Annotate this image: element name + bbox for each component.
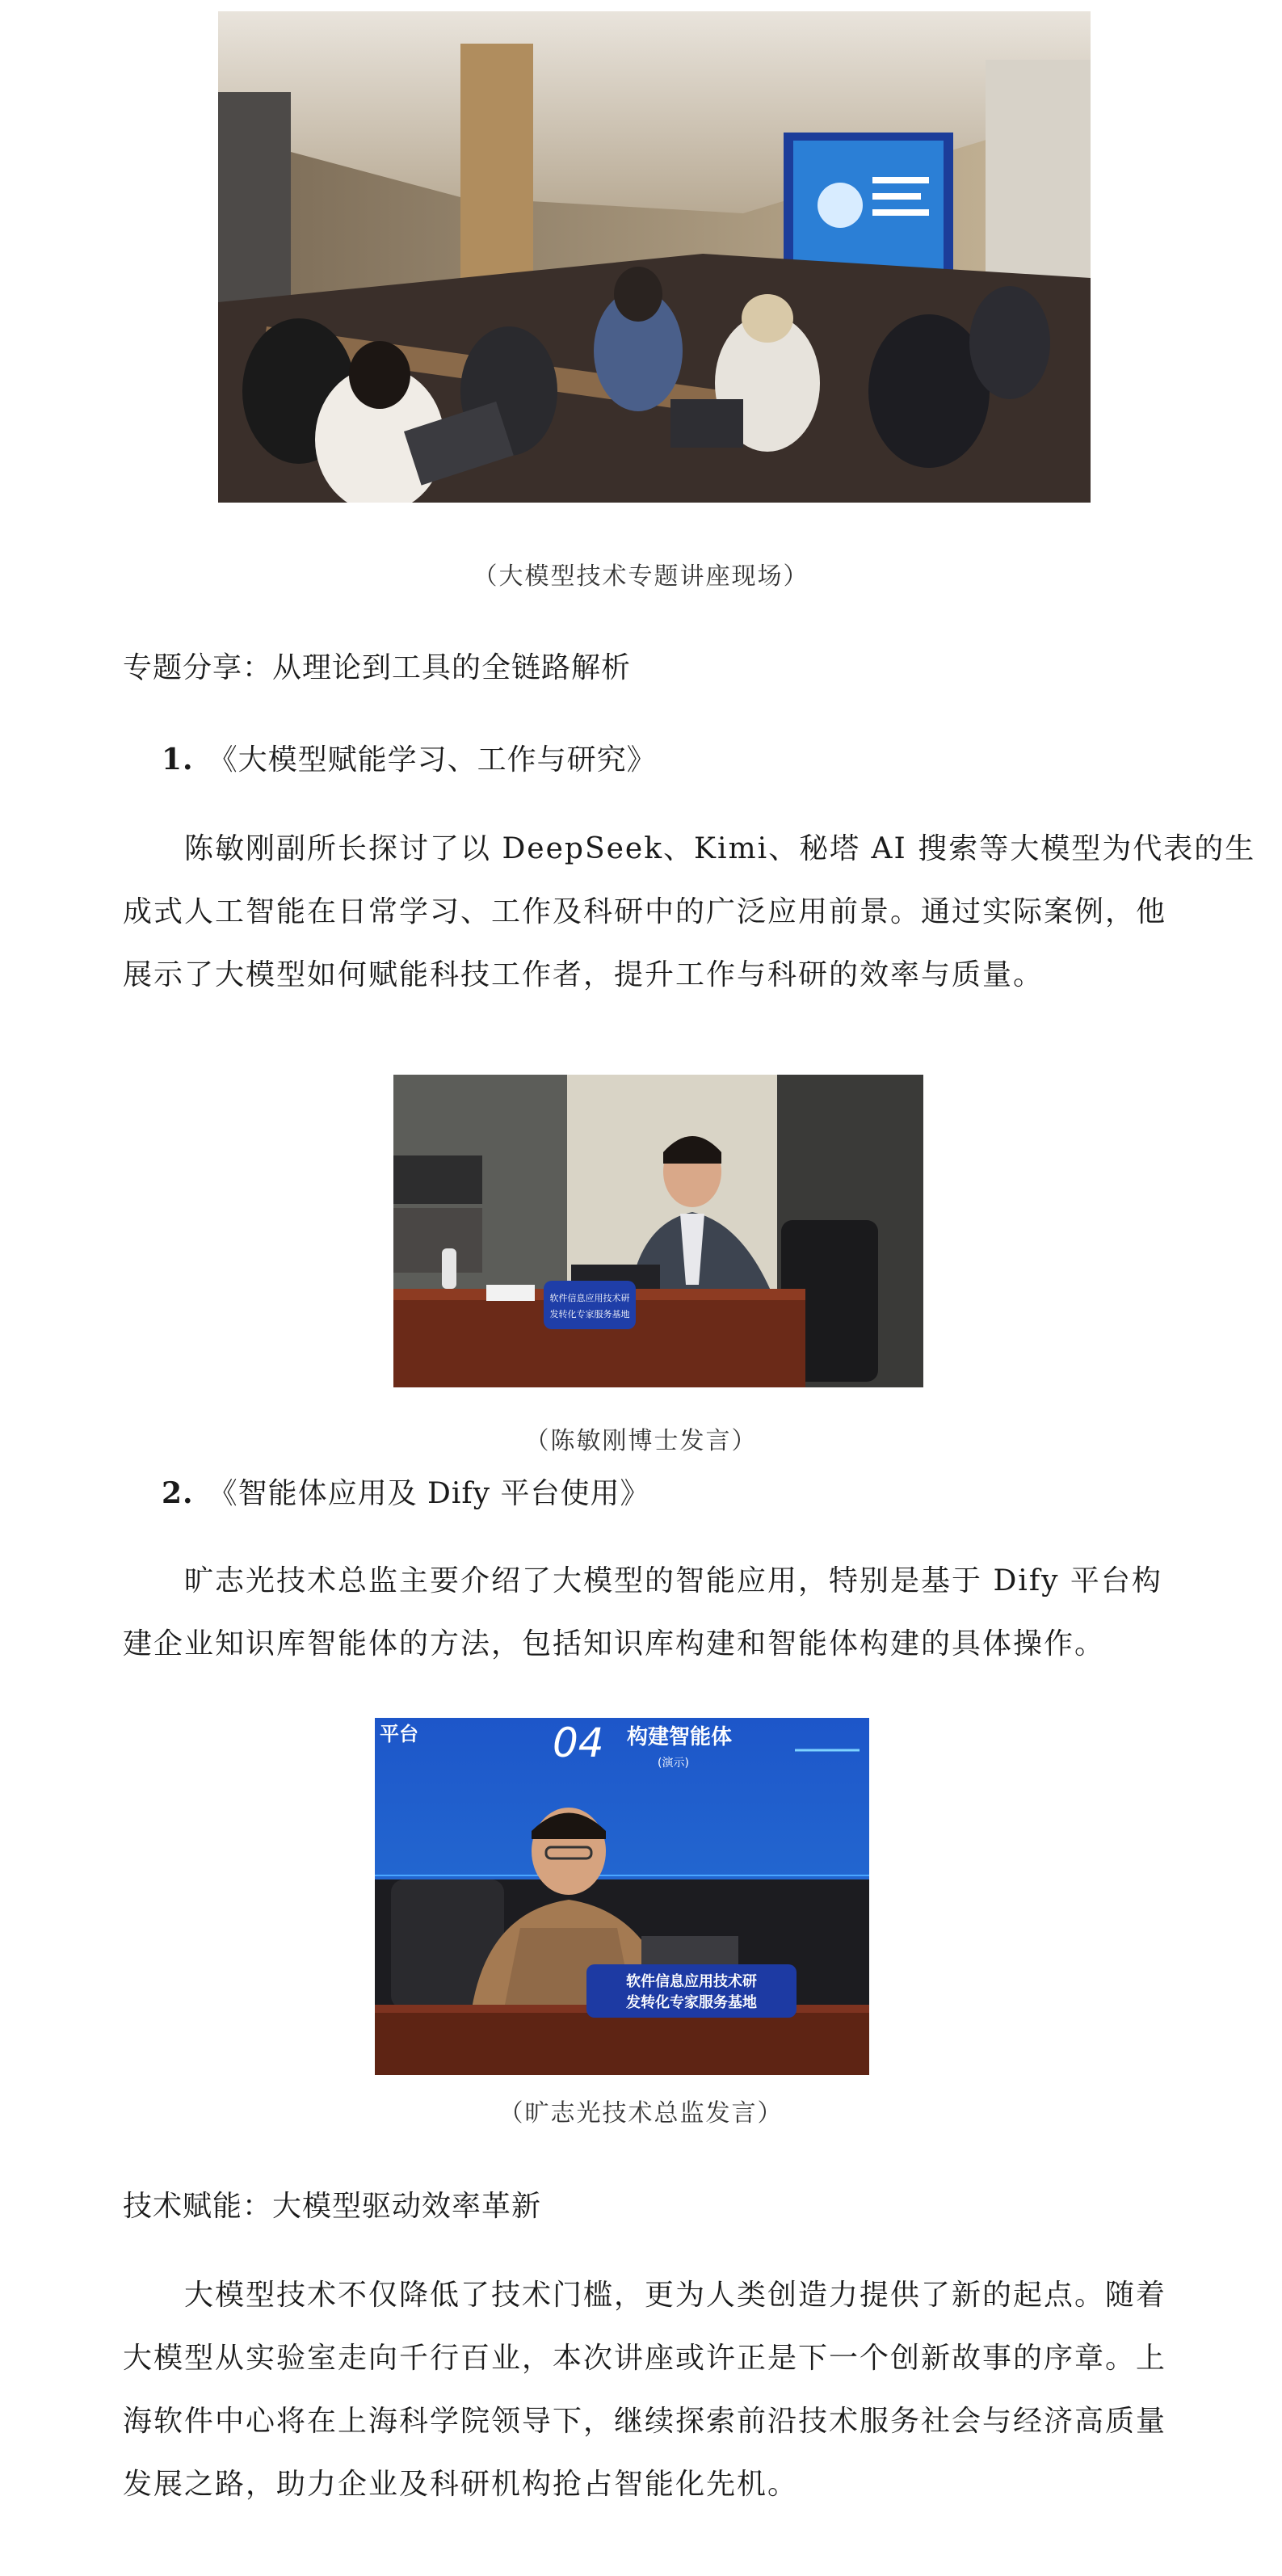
chen-speaking-photo — [393, 1075, 923, 1387]
kuang-speaking-photo — [375, 1718, 869, 2075]
podium-sign-line-2: 发转化专家服务基地 — [626, 1994, 757, 2011]
screen-subtitle: (演示) — [658, 1757, 689, 1770]
screen-number: 04 — [553, 1719, 604, 1766]
list-item-talk-1 — [162, 737, 657, 778]
paragraph-talk-1 — [123, 818, 1256, 1007]
lecture-hall-caption: （大模型技术专题讲座现场） — [473, 562, 809, 591]
talk-title: 《大模型赋能学习、工作与研究》 — [208, 743, 657, 777]
section-heading-sharing: 专题分享：从理论到工具的全链路解析 — [123, 651, 632, 684]
paragraph-line: 大模型从实验室走向千行百业，本次讲座或许正是下一个创新故事的序章。上 — [123, 2342, 1167, 2375]
kuang-speaking-illustration — [375, 1718, 869, 2075]
paragraph-line: 发展之路，助力企业及科研机构抢占智能化先机。 — [123, 2468, 799, 2501]
paragraph-talk-2 — [123, 1550, 1165, 1676]
paragraph-line: 旷志光技术总监主要介绍了大模型的智能应用，特别是基于 Dify 平台构 — [184, 1564, 1162, 1597]
paragraph-line: 展示了大模型如何赋能科技工作者，提升工作与科研的效率与质量。 — [123, 958, 1045, 991]
paragraph-line: 建企业知识库智能体的方法，包括知识库构建和智能体构建的具体操作。 — [123, 1627, 1106, 1661]
section-heading-empowerment: 技术赋能：大模型驱动效率革新 — [123, 2190, 542, 2223]
chen-speaking-caption: （陈敏刚博士发言） — [524, 1427, 758, 1455]
screen-title: 构建智能体 — [627, 1725, 733, 1749]
paragraph-conclusion — [123, 2264, 1165, 2516]
screen-corner-label: 平台 — [380, 1723, 418, 1745]
paragraph-line: 海软件中心将在上海科学院领导下，继续探索前沿技术服务社会与经济高质量 — [123, 2405, 1167, 2438]
talk-title: 《智能体应用及 Dify 平台使用》 — [208, 1477, 650, 1510]
list-number: 2. — [162, 1476, 194, 1510]
kuang-speaking-caption: （旷志光技术总监发言） — [498, 2099, 784, 2128]
podium-sign-line-2: 发转化专家服务基地 — [549, 1309, 630, 1320]
lecture-hall-photo — [218, 11, 1091, 503]
list-item-talk-2 — [162, 1471, 650, 1512]
paragraph-line: 成式人工智能在日常学习、工作及科研中的广泛应用前景。通过实际案例，他 — [123, 895, 1167, 928]
podium-sign-line-1: 软件信息应用技术研 — [549, 1293, 630, 1303]
chen-speaking-illustration — [393, 1075, 923, 1387]
paragraph-line: 大模型技术不仅降低了技术门槛，更为人类创造力提供了新的起点。随着 — [184, 2279, 1167, 2312]
list-number: 1. — [162, 743, 194, 777]
podium-sign-line-1: 软件信息应用技术研 — [626, 1973, 757, 1990]
paragraph-line: 陈敏刚副所长探讨了以 DeepSeek、Kimi、秘塔 AI 搜索等大模型为代表的生 — [184, 832, 1256, 865]
lecture-hall-illustration — [218, 11, 1091, 503]
